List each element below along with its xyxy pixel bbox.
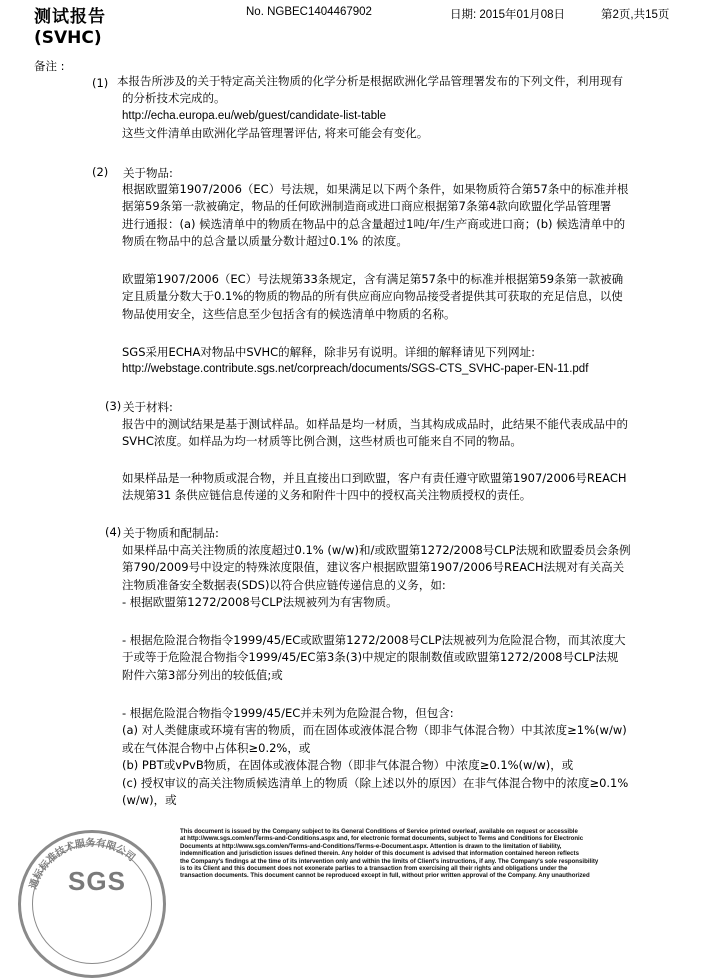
page-indicator: 第2页,共15页	[601, 9, 670, 21]
footer-disclaimer	[180, 828, 712, 880]
note-label: 备注 :	[34, 59, 65, 73]
text-line: 于或等于危险混合物指令1999/45/EC第3条(3)中规定的限制数值或欧盟第1272/2008号CLP法规	[122, 650, 619, 665]
text-line: - 根据危险混合物指令1999/45/EC或欧盟第1272/2008号CLP法规被列为危险混合物，而其浓度大	[122, 633, 626, 647]
section-3-para-2	[122, 470, 707, 505]
footer-line: This document is issued by the Company subject to its General Conditions of Service printed overleaf, available on request or accessible	[180, 828, 578, 835]
text-line: 欧盟第1907/2006（EC）号法规第33条规定，含有满足第57条中的标准并根据第59条第一款被确	[122, 272, 624, 286]
report-number: No. NGBEC1404467902	[246, 6, 372, 18]
text-line: 物品使用安全，这些信息至少包括含有的候选清单中物质的名称。	[122, 306, 456, 321]
text-line: 这些文件清单由欧洲化学品管理署评估, 将来可能会有变化。	[122, 126, 429, 141]
section-2-para-1	[122, 181, 707, 251]
section-4-para-2	[122, 632, 707, 684]
text-line: SGS采用ECHA对物品中SVHC的解释，除非另有说明。详细的解释请见下列网址:	[122, 345, 536, 359]
footer-line: Documents at http://www.sgs.com/en/Terms-and-Conditions/Terms-e-Document.aspx. Attention is drawn to the limitation of liability,	[180, 842, 562, 850]
text-line: - 根据欧盟第1272/2008号CLP法规被列为有害物质。	[122, 595, 398, 610]
section-3-para-1	[122, 416, 707, 451]
text-line: - 根据危险混合物指令1999/45/EC并未列为危险混合物，但包含:	[122, 706, 454, 720]
text-line: 据第59条第一款被确定，物品的任何欧洲制造商或进口商应根据第7条第4款向欧盟化学品管理署	[122, 199, 612, 214]
text-line: 报告中的测试结果是基于测试样品。如样品是均一材质，当其构成成品时，此结果不能代表成品中的	[122, 417, 628, 431]
section-4-para-3	[122, 705, 707, 809]
section-1-body	[117, 73, 707, 143]
section-3-title: 关于材料:	[123, 400, 173, 414]
text-line: 如果样品中高关注物质的浓度超过0.1% (w/w)和/或欧盟第1272/2008号CLP法规和欧盟委员会条例	[122, 543, 631, 557]
text-line: 进行通报：(a) 候选清单中的物质在物品中的总含量超过1吨/年/生产商或进口商；(b) 候选清单中的	[122, 216, 626, 231]
seal-ring-textpath: 通标标准技术服务有限公司	[28, 837, 137, 890]
footer-line: is to its Client and this document does not exonerate parties to a transaction from exercising all their rights and obligations under the	[180, 865, 568, 873]
text-line: 附件六第3部分列出的较低值;或	[122, 667, 283, 682]
text-line: 或在气体混合物中占体积≥0.2%，或	[122, 740, 311, 755]
text-line: (c) 授权审议的高关注物质候选清单上的物质（除上述以外的原因）在非气体混合物中的浓度≥0.1%	[122, 775, 629, 790]
text-line: 根据欧盟第1907/2006（EC）号法规，如果满足以下两个条件，如果物质符合第57条中的标准并根	[122, 182, 629, 196]
section-2-title: 关于物品:	[123, 166, 173, 180]
text-line: 定且质量分数大于0.1%的物质的物品的所有供应商应向物品接受者提供其可获取的充足信息，以使	[122, 289, 623, 304]
text-line: 物质在物品中的总含量以质量分数计超过0.1% 的浓度。	[122, 234, 408, 249]
footer-line: indemnification and jurisdiction issues defined therein. Any holder of this document is advised that information contained hereon reflects	[180, 850, 579, 858]
section-4-number: (4)	[105, 525, 122, 539]
text-line: 法规第31 条供应链信息传递的义务和附件十四中的授权高关注物质授权的责任。	[122, 488, 532, 503]
sgs-seal-logo-text: SGS	[68, 866, 126, 896]
text-line: SVHC浓度。如样品为均一材质等比例合测，这些材质也可能来自不同的物品。	[122, 434, 522, 449]
section-2-para-2	[122, 271, 707, 323]
text-line: 本报告所涉及的关于特定高关注物质的化学分析是根据欧洲化学品管理署发布的下列文件，利用现有	[117, 74, 623, 88]
echa-link[interactable]: http://echa.europa.eu/web/guest/candidate-list-table	[122, 109, 387, 122]
report-title-cn: 测试报告	[34, 7, 106, 27]
text-line: (a) 对人类健康或环境有害的物质，而在固体或液体混合物（即非气体混合物）中其浓度≥1%(w/w)	[122, 723, 627, 738]
text-line: 如果样品是一种物质或混合物，并且直接出口到欧盟，客户有责任遵守欧盟第1907/2006号REACH	[122, 471, 627, 485]
text-line: (b) PBT或vPvB物质，在固体或液体混合物（即非气体混合物）中浓度≥0.1%(w/w)，或	[122, 758, 574, 773]
report-title-en: (SVHC)	[34, 28, 102, 48]
text-line: 的分析技术完成的。	[122, 91, 226, 106]
text-line: 注物质准备安全数据表(SDS)以符合供应链传递信息的义务，如:	[122, 577, 446, 592]
footer-line: the Company's findings at the time of its intervention only and within the limits of Client's instructions, if any. The Company's sole responsibility	[180, 857, 599, 865]
footer-line: at http://www.sgs.com/en/Terms-and-Conditions.aspx and, for electronic format documents, subject to Terms and Conditions for Electronic	[180, 835, 584, 843]
section-1-number: (1)	[92, 76, 109, 90]
footer-line: transaction documents. This document cannot be reproduced except in full, without prior written approval of the Company. Any unauthorized	[180, 872, 590, 880]
report-date: 日期: 2015年01月08日	[450, 9, 566, 21]
text-line: 第790/2009号中设定的特殊浓度限值，建议客户根据欧盟第1907/2006号REACH法规对有关高关	[122, 560, 625, 575]
section-2-para-3	[122, 344, 707, 379]
section-4-para-1	[122, 542, 707, 612]
text-line: (w/w)，或	[122, 793, 177, 808]
section-3-number: (3)	[105, 399, 122, 413]
section-2-number: (2)	[92, 165, 109, 179]
sgs-paper-link[interactable]: http://webstage.contribute.sgs.net/corpreach/documents/SGS-CTS_SVHC-paper-EN-11.pdf	[122, 363, 589, 376]
section-4-title: 关于物质和配制品:	[123, 526, 219, 540]
